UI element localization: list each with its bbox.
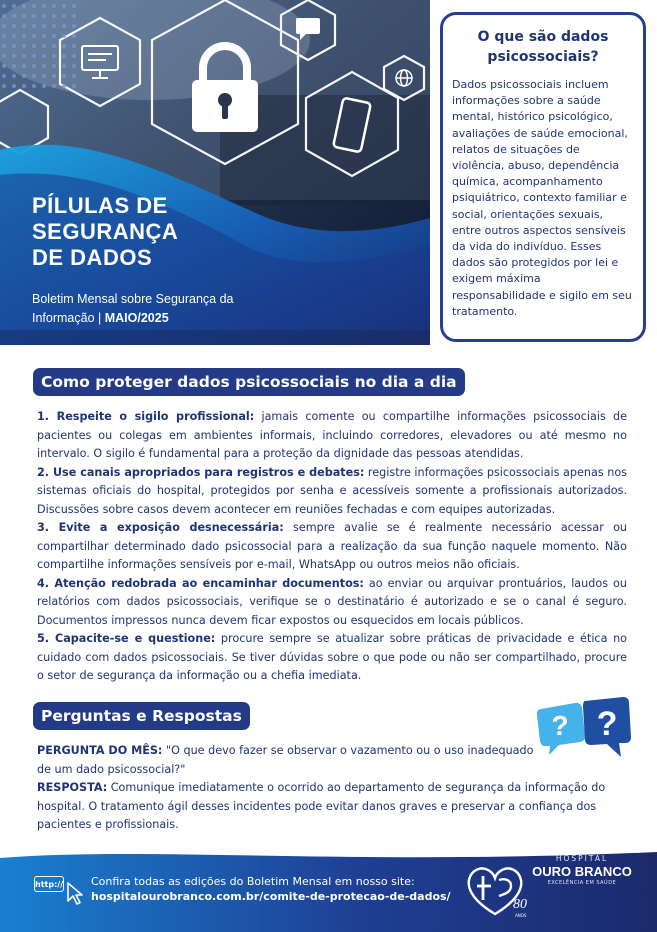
title-line: PÍLULAS DE [32, 193, 168, 218]
tip-title: 3. Evite a exposição desnecessária: [37, 521, 284, 534]
tip-title: 2. Use canais apropriados para registros e debates: [37, 465, 365, 479]
logo-years: 80 [513, 897, 527, 912]
decorative-dots [0, 0, 80, 90]
logo-big: OURO BRANCO [532, 864, 632, 879]
subtitle-line1: Boletim Mensal sobre Segurança da [32, 292, 234, 306]
tip-title: 4. Atenção redobrada ao encaminhar documentos: [37, 576, 364, 590]
answer-label: RESPOSTA: [37, 781, 108, 794]
svg-text:?: ? [551, 710, 569, 741]
title-line: SEGURANÇA [32, 219, 179, 244]
tip-item [37, 408, 627, 464]
tip-text: sempre avalie se é realmente necessário acessar ou compartilhar determinado dado psicossocial para a realização da sua função naquele momento. Não compartilhe informações sensíveis por e-mail, WhatsApp ou outros meios não oficiais. [37, 521, 628, 571]
tip-text: registre informações psicossociais apenas nos sistemas oficiais do hospital, protegidos por senha e acessíveis somente a profissionais autorizados. Discussões sobre casos devem acontecer em reuniões fechadas e com equipes autorizadas. [37, 465, 628, 516]
tip-item [37, 575, 627, 631]
answer [37, 779, 627, 835]
info-card [440, 12, 646, 342]
edition-label: MAIO/2025 [104, 311, 169, 325]
section-heading-tips: Como proteger dados psicossociais no dia a dia [33, 368, 465, 396]
question [37, 742, 627, 779]
tip-text: procure sempre se atualizar sobre práticas de privacidade e ética no cuidado com dados psicossociais. Se tiver dúvidas sobre o que pode ou não ser compartilhado, procure o setor de segurança da informação ou a chefia imediata. [37, 632, 628, 682]
newsletter-subtitle [32, 290, 234, 328]
tip-text: ao enviar ou arquivar prontuários, laudos ou relatórios com dados psicossociais, verifique se o destinatário é autorizado e se o canal é seguro. Documentos impressos nunca devem ficar expostos ou esquecidos em locais públicos. [37, 576, 627, 627]
logo-years-suffix: ANOS [515, 913, 527, 918]
qa-block [37, 742, 627, 835]
subtitle-line2: Informação | [32, 311, 105, 325]
newsletter-title [32, 193, 178, 271]
logo-small: HOSPITAL [555, 854, 609, 863]
card-title: O que são dados psicossociais? [477, 29, 609, 65]
footer-line1: Confira todas as edições do Boletim Mensal em nosso site: [91, 875, 415, 888]
answer-text: Comunique imediatamente o ocorrido ao departamento de segurança da informação do hospital. O tratamento ágil desses incidentes pode evitar danos graves e preservar a confiança dos pacientes e profissionais. [37, 781, 606, 831]
question-text: "O que devo fazer se observar o vazamento ou o uso inadequado [162, 744, 534, 757]
card-body: Dados psicossociais incluem informações sobre a saúde mental, histórico psicológico, avaliações de saúde emocional, relatos de situações de violência, abuso, dependência química, acompanhamento psiquiátrico, contexto familiar e social, orientações sexuais, entre outros aspectos sensíveis da vida do indivíduo. Esses dados são protegidos por lei e exigem máxima responsabilidade e sigilo em seu tratamento. [452, 78, 632, 318]
footer-text [91, 874, 451, 904]
svg-text:?: ? [596, 705, 618, 743]
logo-tagline: EXCELÊNCIA EM SAÚDE [547, 880, 617, 886]
http-badge: http:// [34, 876, 64, 892]
tip-text: jamais comente ou compartilhe informações psicossociais de pacientes ou colegas em ambientes informais, incluindo corredores, elevadores ou até mesmo no intervalo. O sigilo é fundamental para a proteção da dignidade das pessoas atendidas. [37, 410, 627, 460]
tips-list [37, 408, 627, 686]
tip-item [37, 630, 627, 686]
question-label: PERGUNTA DO MÊS: [37, 744, 163, 757]
cursor-icon [66, 881, 84, 905]
tip-item [37, 519, 627, 575]
footer-url-link[interactable]: hospitalourobranco.com.br/comite-de-protecao-de-dados/ [91, 890, 451, 903]
hospital-logo-text [531, 852, 633, 888]
title-line: DE DADOS [32, 245, 153, 270]
tip-title: 1. Respeite o sigilo profissional: [37, 410, 255, 423]
tip-item [37, 464, 627, 520]
question-text-cont: de um dado psicossocial?" [37, 762, 186, 776]
section-heading-qa: Perguntas e Respostas [33, 702, 250, 730]
hero-banner [0, 0, 430, 345]
tip-title: 5. Capacite-se e questione: [37, 632, 216, 645]
